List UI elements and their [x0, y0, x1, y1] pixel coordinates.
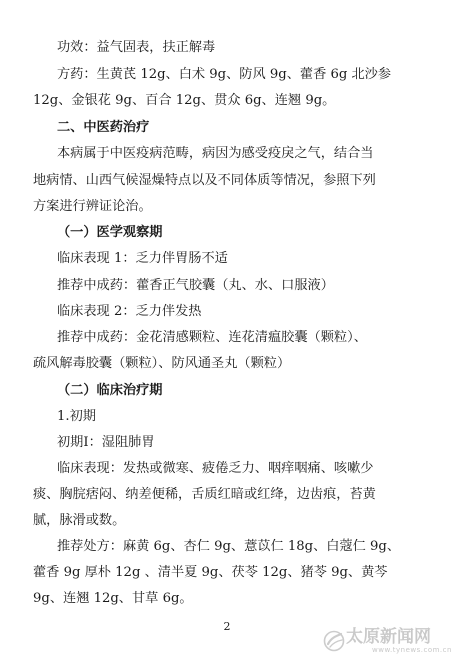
subheading-treatment-period: （二）临床治疗期	[57, 383, 163, 398]
formula-line-3: 9g、连翘 12g、甘草 6g。	[33, 591, 193, 606]
formula-line-1: 推荐处方：麻黄 6g、杏仁 9g、薏苡仁 18g、白蔻仁 9g、	[57, 539, 401, 554]
recommended-medicine-2-line-1: 推荐中成药：金花清感颗粒、连花清瘟胶囊（颗粒）、	[57, 330, 367, 345]
watermark-url: www.tynews.com.cn	[372, 646, 452, 654]
efficacy-line: 功效：益气固表，扶正解毒	[57, 40, 216, 55]
watermark	[322, 627, 450, 657]
recommended-medicine-1: 推荐中成药：藿香正气胶囊（丸、水、口服液）	[57, 278, 334, 293]
watermark-logo-icon	[322, 629, 346, 653]
initial-stage-1-title: 初期Ⅰ：湿阻肺胃	[57, 435, 155, 450]
section-heading-tcm-treatment: 二、中医药治疗	[57, 120, 150, 135]
stage-heading-initial: 1.初期	[57, 409, 96, 424]
prescription-line-2: 12g、金银花 9g、百合 12g、贯众 6g、连翘 9g。	[33, 93, 336, 108]
prescription-line-1: 方药：生黄芪 12g、白术 9g、防风 9g、藿香 6g 北沙参	[57, 67, 392, 82]
symptoms-line-1: 临床表现：发热或微寒、疲倦乏力、咽痒咽痛、咳嗽少	[57, 461, 374, 476]
intro-paragraph-line-3: 方案进行辨证论治。	[33, 199, 152, 214]
symptoms-line-2: 痰、胸脘痞闷、纳差便稀，舌质红暗或红绛，边齿痕，苔黄	[33, 487, 376, 502]
intro-paragraph-line-2: 地病情、山西气候湿燥特点以及不同体质等情况，参照下列	[33, 173, 376, 188]
watermark-name: 太原新闻网	[346, 627, 431, 647]
recommended-medicine-2-line-2: 疏风解毒胶囊（颗粒）、防风通圣丸（颗粒）	[33, 356, 291, 371]
intro-paragraph-line-1: 本病属于中医疫病范畴，病因为感受疫戾之气，结合当	[57, 146, 374, 161]
formula-line-2: 藿香 9g 厚朴 12g 、清半夏 9g、茯苓 12g、猪苓 9g、黄芩	[33, 565, 388, 580]
page-number: 2	[223, 620, 231, 633]
clinical-manifestation-2: 临床表现 2：乏力伴发热	[57, 304, 202, 319]
subheading-observation-period: （一）医学观察期	[57, 225, 163, 240]
clinical-manifestation-1: 临床表现 1：乏力伴胃肠不适	[57, 251, 228, 266]
symptoms-line-3: 腻，脉滑或数。	[33, 513, 126, 528]
